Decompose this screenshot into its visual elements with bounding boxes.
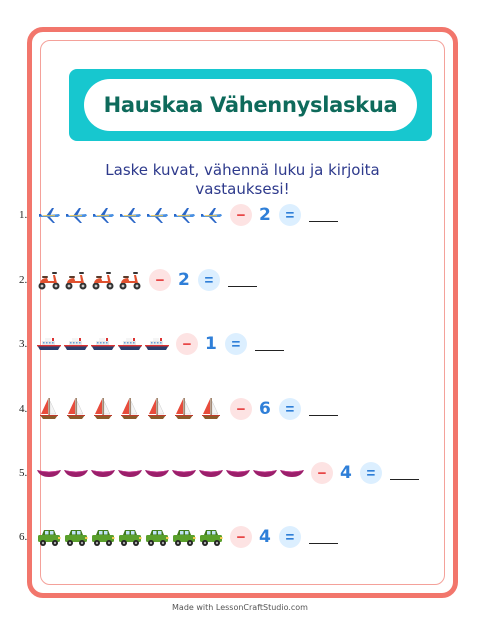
airplane-icon (35, 204, 62, 226)
ship-icon (62, 333, 89, 355)
problem-number: 2. (19, 274, 28, 286)
equals-sign: = (198, 269, 220, 291)
jeep-icon (35, 526, 62, 548)
ship-icon (116, 333, 143, 355)
subtract-number: 4 (340, 463, 352, 483)
minus-sign: − (230, 398, 252, 420)
canoe-icon (116, 462, 143, 484)
answer-blank[interactable] (309, 208, 338, 222)
scooter-icon (89, 269, 116, 291)
sailboat-icon (170, 398, 197, 420)
subtract-number: 6 (259, 399, 271, 419)
jeep-icon (170, 526, 197, 548)
airplane-icon (143, 204, 170, 226)
sailboat-icon (143, 398, 170, 420)
footer-credit: Made with LessonCraftStudio.com (172, 603, 308, 612)
canoe-icon (62, 462, 89, 484)
subtract-number: 2 (178, 270, 190, 290)
title-banner (69, 69, 432, 141)
picture-group (35, 204, 224, 226)
airplane-icon (62, 204, 89, 226)
airplane-icon (116, 204, 143, 226)
subtract-number: 4 (259, 527, 271, 547)
ship-icon (143, 333, 170, 355)
worksheet-inner-border (40, 40, 445, 585)
scooter-icon (116, 269, 143, 291)
title-pill (84, 79, 417, 131)
answer-blank[interactable] (309, 530, 338, 544)
equals-sign: = (360, 462, 382, 484)
airplane-icon (89, 204, 116, 226)
minus-sign: − (230, 204, 252, 226)
minus-sign: − (149, 269, 171, 291)
answer-blank[interactable] (309, 402, 338, 416)
instructions-text: Laske kuvat, vähennä luku ja kirjoita vastauksesi! (105, 161, 380, 198)
problem-number: 5. (19, 467, 28, 479)
problem-number: 6. (19, 531, 28, 543)
problem-row (19, 266, 257, 294)
airplane-icon (197, 204, 224, 226)
canoe-icon (35, 462, 62, 484)
answer-blank[interactable] (390, 466, 419, 480)
canoe-icon (170, 462, 197, 484)
problem-row (19, 523, 338, 551)
canoe-icon (278, 462, 305, 484)
minus-sign: − (311, 462, 333, 484)
problem-number: 1. (19, 209, 28, 221)
equals-sign: = (225, 333, 247, 355)
canoe-icon (224, 462, 251, 484)
answer-blank[interactable] (255, 337, 284, 351)
picture-group (35, 398, 224, 420)
jeep-icon (143, 526, 170, 548)
minus-sign: − (230, 526, 252, 548)
canoe-icon (89, 462, 116, 484)
sailboat-icon (116, 398, 143, 420)
subtract-number: 1 (205, 334, 217, 354)
jeep-icon (197, 526, 224, 548)
jeep-icon (89, 526, 116, 548)
picture-group (35, 269, 143, 291)
sailboat-icon (35, 398, 62, 420)
ship-icon (35, 333, 62, 355)
picture-group (35, 526, 224, 548)
scooter-icon (35, 269, 62, 291)
canoe-icon (197, 462, 224, 484)
canoe-icon (251, 462, 278, 484)
page-title: Hauskaa Vähennyslaskua (103, 93, 398, 117)
sailboat-icon (89, 398, 116, 420)
jeep-icon (116, 526, 143, 548)
airplane-icon (170, 204, 197, 226)
jeep-icon (62, 526, 89, 548)
minus-sign: − (176, 333, 198, 355)
problem-row (19, 459, 419, 487)
canoe-icon (143, 462, 170, 484)
ship-icon (89, 333, 116, 355)
scooter-icon (62, 269, 89, 291)
sailboat-icon (197, 398, 224, 420)
sailboat-icon (62, 398, 89, 420)
answer-blank[interactable] (228, 273, 257, 287)
problem-row (19, 395, 338, 423)
problem-row (19, 201, 338, 229)
equals-sign: = (279, 204, 301, 226)
equals-sign: = (279, 398, 301, 420)
equals-sign: = (279, 526, 301, 548)
subtract-number: 2 (259, 205, 271, 225)
picture-group (35, 333, 170, 355)
worksheet-frame (27, 27, 458, 598)
picture-group (35, 462, 305, 484)
problem-number: 3. (19, 338, 28, 350)
problem-row (19, 330, 284, 358)
problem-number: 4. (19, 403, 28, 415)
